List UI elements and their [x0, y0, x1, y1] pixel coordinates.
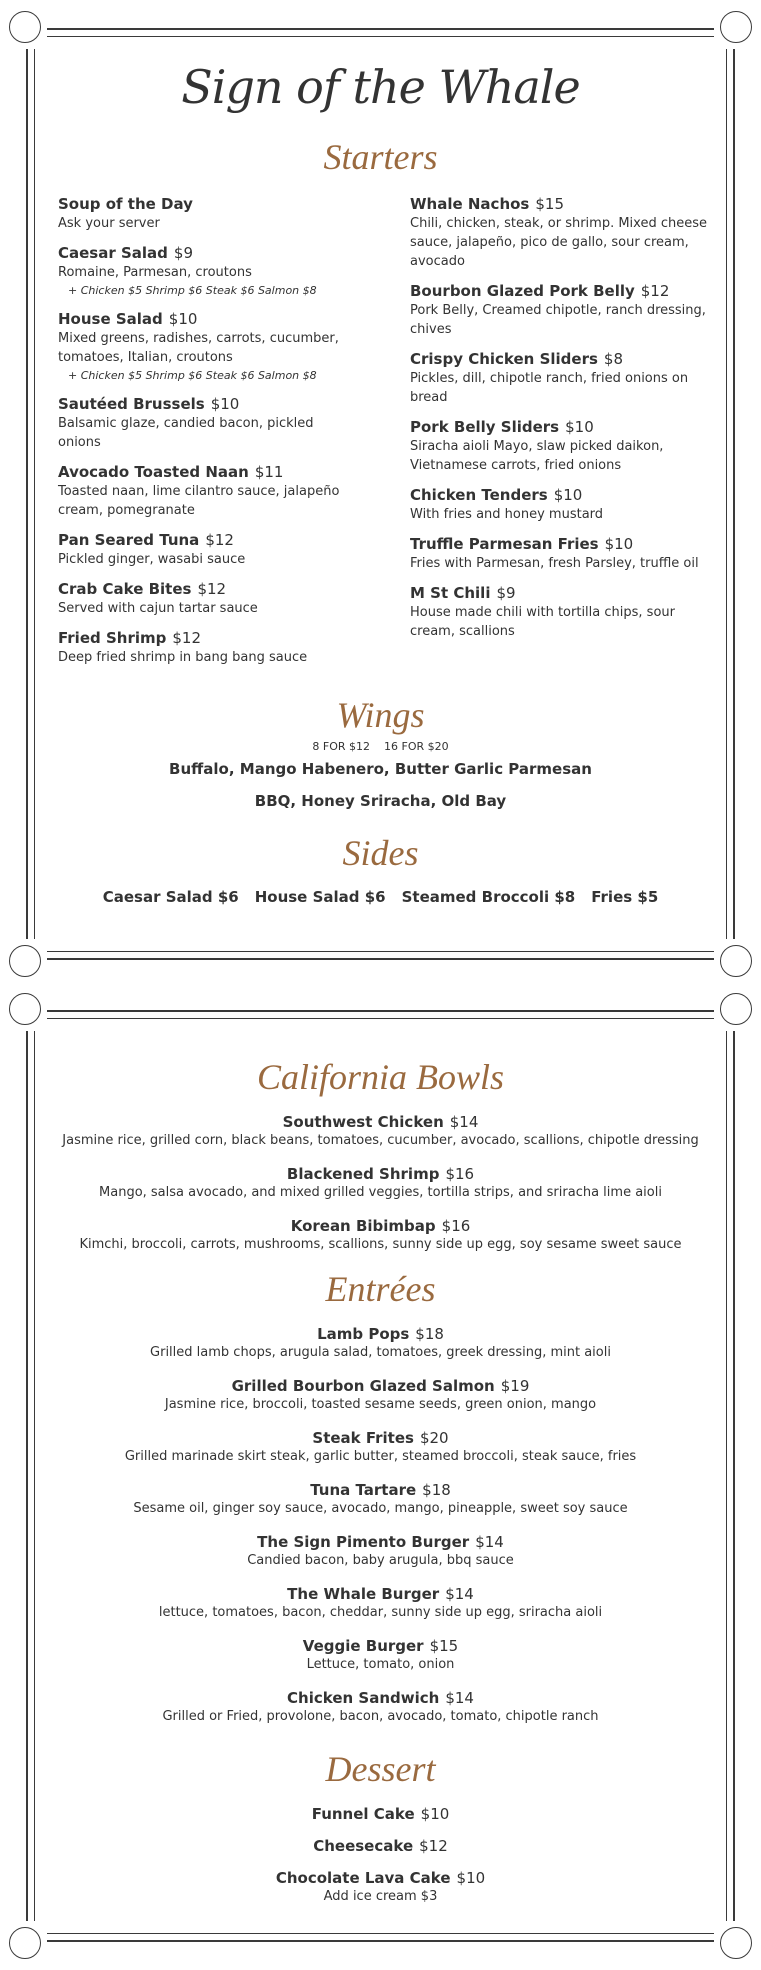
item-name: Sautéed Brussels: [58, 395, 205, 413]
menu-item: [28, 1480, 733, 1518]
starters-right-column: [410, 194, 710, 651]
menu-item: [28, 1216, 733, 1254]
item-price: $14: [449, 1113, 479, 1131]
item-desc: Jasmine rice, grilled corn, black beans, tomatoes, cucumber, avocado, scallions, chipotle dressing: [62, 1133, 699, 1148]
item-name: Tuna Tartare: [310, 1481, 417, 1499]
item-name: Lamb Pops: [317, 1325, 410, 1343]
item-desc: Lettuce, tomato, onion: [306, 1657, 455, 1672]
item-desc: lettuce, tomatoes, bacon, cheddar, sunny side up egg, sriracha aioli: [158, 1605, 603, 1620]
item-desc: Deep fried shrimp in bang bang sauce: [58, 650, 308, 665]
item-desc: Fries with Parmesan, fresh Parsley, truffle oil: [410, 556, 699, 571]
item-price: $12: [419, 1837, 448, 1855]
menu-item: [410, 281, 710, 339]
wings-flavors-line-2: BBQ, Honey Sriracha, Old Bay: [254, 792, 507, 810]
item-desc: Grilled marinade skirt steak, garlic butter, steamed broccoli, steak sauce, fries: [124, 1449, 637, 1464]
item-desc: Toasted naan, lime cilantro sauce, jalapeño cream, pomegranate: [58, 484, 340, 518]
menu-item: [410, 194, 710, 271]
menu-item: [58, 579, 358, 618]
menu-item: [58, 628, 358, 667]
item-name: Chocolate Lava Cake: [275, 1869, 451, 1887]
menu-item: [28, 1164, 733, 1202]
item-desc: Romaine, Parmesan, croutons: [58, 265, 252, 280]
wings-price-small: 8 FOR $12: [312, 740, 370, 753]
item-name: The Whale Burger: [287, 1585, 440, 1603]
item-name: Grilled Bourbon Glazed Salmon: [231, 1377, 495, 1395]
menu-item: [58, 530, 358, 569]
item-price: $16: [441, 1217, 471, 1235]
item-price: $11: [254, 463, 284, 481]
item-price: $14: [445, 1585, 474, 1603]
wings-block: [28, 740, 733, 811]
menu-item: [28, 1324, 733, 1362]
menu-item: [58, 243, 358, 299]
menu-item: [58, 462, 358, 520]
entrees-list: [28, 1324, 733, 1740]
menu-item: [58, 309, 358, 384]
item-price: $12: [197, 580, 227, 598]
menu-item: [28, 1636, 733, 1674]
item-price: $10: [456, 1869, 486, 1887]
item-desc: With fries and honey mustard: [410, 507, 604, 522]
item-desc: Grilled lamb chops, arugula salad, tomatoes, greek dressing, mint aioli: [150, 1345, 611, 1360]
side-item: Steamed Broccoli $8: [401, 888, 576, 906]
item-price: $12: [172, 629, 201, 647]
item-price: $15: [535, 195, 565, 213]
item-desc: Candied bacon, baby arugula, bbq sauce: [247, 1553, 514, 1568]
item-price: $8: [603, 350, 623, 368]
section-title-entrees: Entrées: [325, 1269, 436, 1309]
item-name: Caesar Salad: [58, 244, 168, 262]
item-desc: House made chili with tortilla chips, sour cream, scallions: [410, 605, 675, 639]
menu-item: [28, 1804, 733, 1824]
menu-item: [28, 1584, 733, 1622]
item-price: $12: [640, 282, 670, 300]
item-desc: Mango, salsa avocado, and mixed grilled veggies, tortilla strips, and sriracha lime aioli: [99, 1185, 662, 1200]
item-desc: Pickles, dill, chipotle ranch, fried onions on bread: [410, 371, 689, 405]
menu-page-2: [26, 1010, 735, 1942]
item-desc: Jasmine rice, broccoli, toasted sesame seeds, green onion, mango: [164, 1397, 597, 1412]
item-desc: Siracha aioli Mayo, slaw picked daikon, Vietnamese carrots, fried onions: [410, 439, 664, 473]
item-desc: Chili, chicken, steak, or shrimp. Mixed cheese sauce, jalapeño, pico de gallo, sour cream, avocado: [410, 216, 707, 269]
section-title-dessert: Dessert: [325, 1749, 436, 1789]
item-desc: Kimchi, broccoli, carrots, mushrooms, scallions, sunny side up egg, soy sesame sweet sauce: [79, 1237, 682, 1252]
item-price: $10: [420, 1805, 450, 1823]
item-price: $18: [415, 1325, 444, 1343]
item-desc: Ask your server: [58, 216, 160, 231]
item-name: Avocado Toasted Naan: [58, 463, 249, 481]
menu-item: [28, 1688, 733, 1726]
item-name: Southwest Chicken: [282, 1113, 444, 1131]
sides-row: [28, 888, 733, 906]
section-title-wings: Wings: [336, 695, 425, 735]
menu-title: Sign of the Whale: [181, 60, 580, 114]
item-name: Pan Seared Tuna: [58, 531, 200, 549]
menu-item: [410, 485, 710, 524]
item-name: Pork Belly Sliders: [410, 418, 560, 436]
menu-item: [28, 1376, 733, 1414]
wings-flavors-line-1: Buffalo, Mango Habenero, Butter Garlic Parmesan: [169, 760, 592, 778]
menu-item: [58, 194, 358, 233]
menu-page-1: [26, 28, 735, 960]
menu-item: [28, 1868, 733, 1906]
item-desc: Add ice cream $3: [323, 1889, 438, 1904]
item-name: Crab Cake Bites: [58, 580, 192, 598]
item-price: $19: [500, 1377, 530, 1395]
menu-item: [58, 394, 358, 452]
item-price: $10: [553, 486, 583, 504]
item-price: $14: [445, 1689, 474, 1707]
item-name: Funnel Cake: [311, 1805, 415, 1823]
item-name: Chicken Tenders: [410, 486, 548, 504]
item-name: Whale Nachos: [410, 195, 530, 213]
bowls-list: [28, 1112, 733, 1268]
wings-price-large: 16 FOR $20: [384, 740, 449, 753]
item-desc: Pickled ginger, wasabi sauce: [58, 552, 246, 567]
dessert-list: [28, 1804, 733, 1920]
item-name: Veggie Burger: [302, 1637, 424, 1655]
item-price: $20: [419, 1429, 449, 1447]
item-desc: Mixed greens, radishes, carrots, cucumber, tomatoes, Italian, croutons: [58, 331, 339, 365]
item-name: Fried Shrimp: [58, 629, 167, 647]
item-price: $10: [168, 310, 198, 328]
item-desc: Pork Belly, Creamed chipotle, ranch dressing, chives: [410, 303, 706, 337]
item-price: $10: [210, 395, 240, 413]
item-price: $12: [205, 531, 234, 549]
item-price: $10: [565, 418, 594, 436]
item-price: $10: [604, 535, 634, 553]
item-price: $9: [496, 584, 516, 602]
item-addon: + Chicken $5 Shrimp $6 Steak $6 Salmon $8: [68, 369, 317, 382]
item-name: Crispy Chicken Sliders: [410, 350, 598, 368]
item-name: M St Chili: [410, 584, 491, 602]
section-title-bowls: California Bowls: [256, 1057, 505, 1097]
item-name: Korean Bibimbap: [290, 1217, 436, 1235]
menu-item: [28, 1532, 733, 1570]
item-price: $14: [475, 1533, 504, 1551]
menu-item: [410, 583, 710, 641]
starters-left-column: [58, 194, 358, 677]
item-price: $15: [429, 1637, 459, 1655]
item-desc: Served with cajun tartar sauce: [58, 601, 258, 616]
item-price: $9: [173, 244, 193, 262]
item-addon: + Chicken $5 Shrimp $6 Steak $6 Salmon $8: [68, 284, 317, 297]
item-name: Bourbon Glazed Pork Belly: [410, 282, 635, 300]
side-item: Caesar Salad $6: [102, 888, 239, 906]
side-item: Fries $5: [591, 888, 659, 906]
section-title-starters: Starters: [323, 137, 438, 177]
item-desc: Grilled or Fried, provolone, bacon, avocado, tomato, chipotle ranch: [162, 1709, 599, 1724]
item-price: $16: [445, 1165, 475, 1183]
item-desc: Sesame oil, ginger soy sauce, avocado, mango, pineapple, sweet soy sauce: [133, 1501, 628, 1516]
menu-item: [28, 1112, 733, 1150]
item-price: $18: [422, 1481, 451, 1499]
item-name: Chicken Sandwich: [287, 1689, 440, 1707]
menu-item: [410, 534, 710, 573]
menu-item: [410, 349, 710, 407]
item-name: Blackened Shrimp: [286, 1165, 440, 1183]
menu-item: [410, 417, 710, 475]
menu-item: [28, 1428, 733, 1466]
menu-item: [28, 1836, 733, 1856]
item-name: Soup of the Day: [58, 195, 193, 213]
item-desc: Balsamic glaze, candied bacon, pickled onions: [58, 416, 314, 450]
item-name: House Salad: [58, 310, 163, 328]
item-name: Truffle Parmesan Fries: [410, 535, 599, 553]
item-name: Steak Frites: [312, 1429, 414, 1447]
item-name: Cheesecake: [313, 1837, 414, 1855]
section-title-sides: Sides: [342, 833, 419, 873]
side-item: House Salad $6: [254, 888, 386, 906]
item-name: The Sign Pimento Burger: [257, 1533, 470, 1551]
